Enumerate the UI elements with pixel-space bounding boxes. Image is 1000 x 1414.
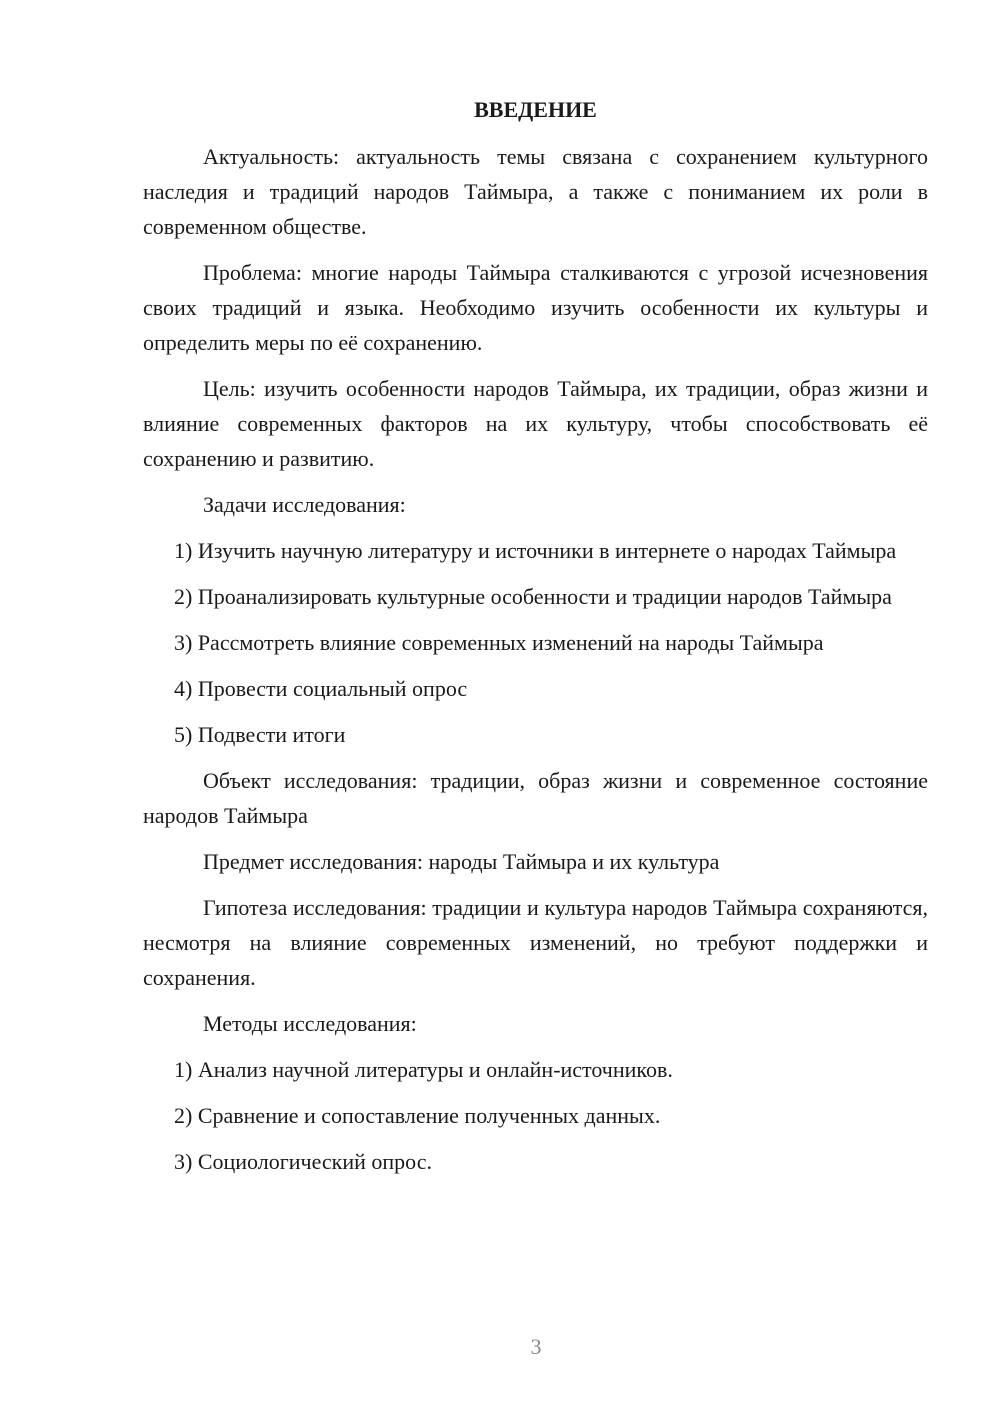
paragraph-problem: Проблема: многие народы Таймыра сталкиваются с угрозой исчезновения своих традиций и языка. Необходимо изучить особенности их культуры и определить меры по её сохранению. xyxy=(143,260,928,355)
section-title: ВВЕДЕНИЕ xyxy=(474,97,597,122)
page-content xyxy=(143,92,928,1190)
list-item: 1) Анализ научной литературы и онлайн-источников. xyxy=(174,1057,673,1082)
paragraph-relevance: Актуальность: актуальность темы связана с сохранением культурного наследия и традиций народов Таймыра, а также с пониманием их роли в современном обществе. xyxy=(143,144,928,239)
list-item: 4) Провести социальный опрос xyxy=(174,676,468,701)
list-item: 3) Рассмотреть влияние современных изменений на народы Таймыра xyxy=(174,630,824,655)
page-number: 3 xyxy=(530,1334,542,1359)
paragraph-hypothesis: Гипотеза исследования: традиции и культура народов Таймыра сохраняются, несмотря на влияние современных изменений, но требуют поддержки и сохранения. xyxy=(143,895,928,990)
list-item: 5) Подвести итоги xyxy=(174,722,346,747)
list-item: 2) Проанализировать культурные особенности и традиции народов Таймыра xyxy=(174,584,892,609)
list-item: 3) Социологический опрос. xyxy=(174,1149,432,1174)
paragraph-subject: Предмет исследования: народы Таймыра и их культура xyxy=(203,849,720,874)
paragraph-goal: Цель: изучить особенности народов Таймыра, их традиции, образ жизни и влияние современных факторов на их культуру, чтобы способствовать её сохранению и развитию. xyxy=(143,376,928,471)
paragraph-object: Объект исследования: традиции, образ жизни и современное состояние народов Таймыра xyxy=(143,768,928,828)
paragraph-tasks-heading: Задачи исследования: xyxy=(203,492,406,517)
list-item: 2) Сравнение и сопоставление полученных данных. xyxy=(174,1103,661,1128)
paragraph-methods-heading: Методы исследования: xyxy=(203,1011,417,1036)
list-item: 1) Изучить научную литературу и источники в интернете о народах Таймыра xyxy=(174,538,897,563)
